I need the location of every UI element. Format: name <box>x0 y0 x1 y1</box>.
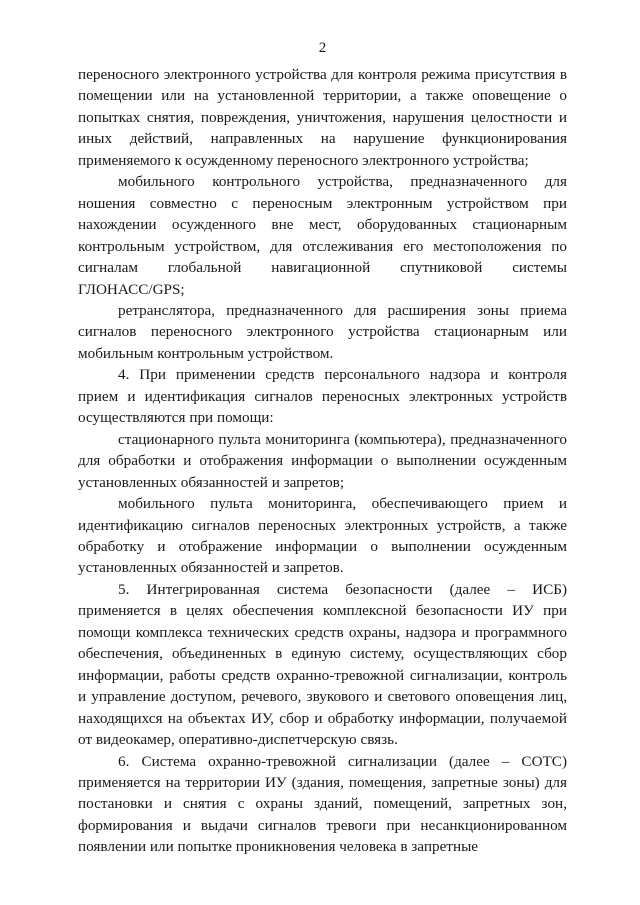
paragraph-repeater: ретранслятора, предназначенного для расширения зоны приема сигналов переносного электронного устройства стационарным или мобильным контрольным устройством. <box>78 301 567 362</box>
paragraph-mobile-control-device: мобильного контрольного устройства, предназначенного для ношения совместно с переносным электронным устройством при нахождении осужденного вне мест, оборудованных стационарным контрольным устройством, для отслеживания его местоположения по сигналам глобальной навигационной спутниковой системы ГЛОНАСС/GPS; <box>78 173 567 298</box>
document-body <box>78 64 567 858</box>
paragraph-stationary-console: стационарного пульта мониторинга (компьютера), предназначенного для обработки и отображения информации о выполнении осужденным установленных обязанностей и запретов; <box>78 430 567 491</box>
paragraph-section-6: 6. Система охранно-тревожной сигнализации (далее – СОТС) применяется на территории ИУ (здания, помещения, запретные зоны) для постановки и снятия с охраны зданий, помещений, запретных зон, формирования и выдачи сигналов тревоги при несанкционированном появлении или попытке проникновения человека в запретные <box>78 752 567 856</box>
paragraph-mobile-console: мобильного пульта мониторинга, обеспечивающего прием и идентификацию сигналов переносных электронных устройств, а также обработку и отображение информации о выполнении осужденным установленных обязанностей и запретов. <box>78 495 567 577</box>
paragraph-portable-device-control: переносного электронного устройства для контроля режима присутствия в помещении или на установленной территории, а также оповещение о попытках снятия, повреждения, уничтожения, нарушения целостности и иных действий, направленных на нарушение функционирования применяемого к осужденному переносного электронного устройства; <box>78 66 567 169</box>
paragraph-section-5: 5. Интегрированная система безопасности (далее – ИСБ) применяется в целях обеспечения комплексной безопасности ИУ при помощи комплекса технических средств охраны, надзора и программного обеспечения, объединенных в единую систему, осуществляющих сбор информации, работы средств охранно-тревожной сигнализации, контроль и управление доступом, речевого, звукового и светового оповещения лиц, находящихся на объектах ИУ, сбор и обработку информации, получаемой от видеокамер, оперативно-диспетчерскую связь. <box>78 580 567 749</box>
paragraph-section-4: 4. При применении средств персонального надзора и контроля прием и идентификация сигналов переносных электронных устройств осуществляются при помощи: <box>78 366 567 427</box>
page-number: 2 <box>318 40 327 56</box>
